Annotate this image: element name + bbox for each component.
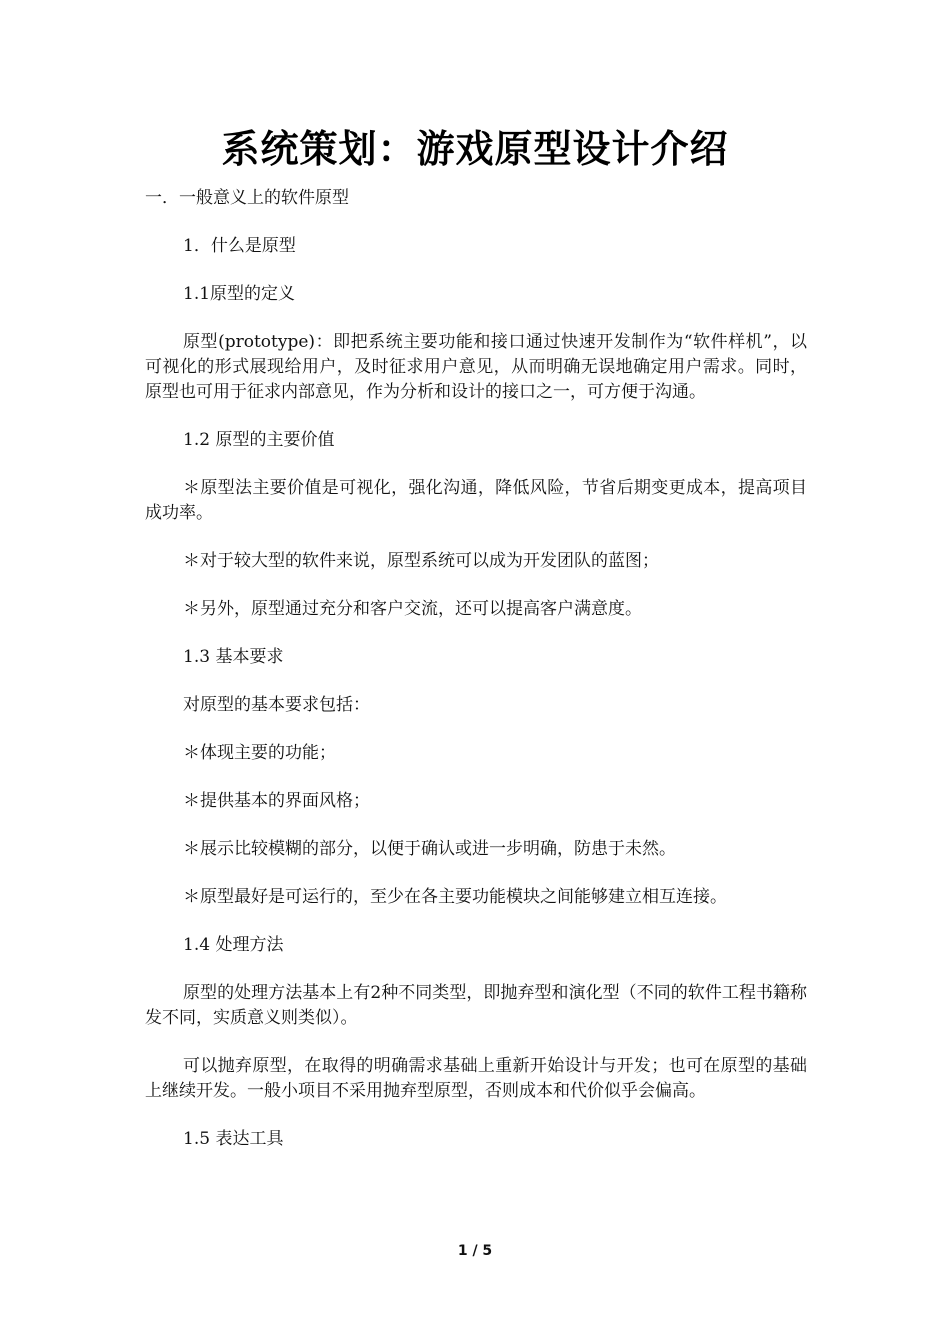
subsection-heading: 1.4 处理方法 bbox=[183, 935, 284, 955]
bullet-paragraph: ＊提供基本的界面风格； bbox=[183, 791, 370, 811]
subsection-heading: 1.2 原型的主要价值 bbox=[183, 430, 335, 450]
bullet-paragraph: ＊原型最好是可运行的，至少在各主要功能模块之间能够建立相互连接。 bbox=[183, 887, 727, 907]
section-heading: 一．一般意义上的软件原型 bbox=[145, 188, 349, 208]
document-title: 系统策划：游戏原型设计介绍 bbox=[221, 127, 729, 171]
body-paragraph: 原型的处理方法基本上有2种不同类型，即抛弃型和演化型（不同的软件工程书籍称发不同，实质意义则类似）。 bbox=[145, 983, 807, 1028]
body-paragraph: 原型(prototype)：即把系统主要功能和接口通过快速开发制作为“软件样机”，以可视化的形式展现给用户，及时征求用户意见，从而明确无误地确定用户需求。同时，原型也可用于征求内部意见，作为分析和设计的接口之一，可方便于沟通。 bbox=[145, 332, 807, 402]
bullet-paragraph: ＊另外，原型通过充分和客户交流，还可以提高客户满意度。 bbox=[183, 599, 642, 619]
subsection-heading: 1．什么是原型 bbox=[183, 236, 296, 256]
bullet-paragraph: ＊对于较大型的软件来说，原型系统可以成为开发团队的蓝图； bbox=[183, 551, 659, 571]
subsection-heading: 1.3 基本要求 bbox=[183, 647, 284, 667]
bullet-paragraph: ＊展示比较模糊的部分，以便于确认或进一步明确，防患于未然。 bbox=[183, 839, 676, 859]
bullet-paragraph: ＊原型法主要价值是可视化，强化沟通，降低风险，节省后期变更成本，提高项目成功率。 bbox=[145, 478, 807, 523]
subsection-heading: 1.5 表达工具 bbox=[183, 1129, 284, 1149]
page-number: 1 / 5 bbox=[457, 1243, 493, 1259]
body-paragraph: 对原型的基本要求包括： bbox=[183, 695, 370, 715]
bullet-paragraph: ＊体现主要的功能； bbox=[183, 743, 336, 763]
document-body bbox=[145, 186, 807, 1175]
subsection-heading: 1.1原型的定义 bbox=[183, 284, 296, 304]
body-paragraph: 可以抛弃原型，在取得的明确需求基础上重新开始设计与开发；也可在原型的基础上继续开发。一般小项目不采用抛弃型原型，否则成本和代价似乎会偏高。 bbox=[145, 1056, 807, 1101]
